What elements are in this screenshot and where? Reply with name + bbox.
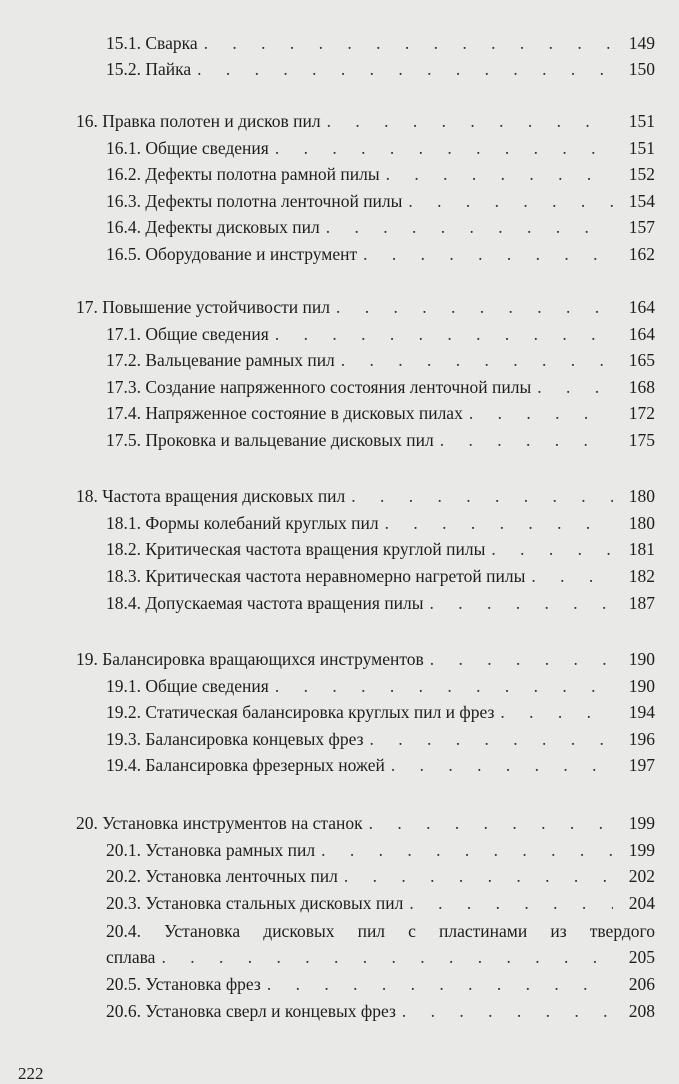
toc-entry-title: 20.2. Установка ленточных пил xyxy=(106,866,338,886)
dot-leader xyxy=(469,400,613,426)
dot-leader xyxy=(430,590,613,616)
dot-leader xyxy=(351,483,613,509)
toc-entry-row xyxy=(106,30,655,56)
dot-leader xyxy=(363,241,613,267)
toc-entry-page: 162 xyxy=(628,244,655,264)
toc-entry-page: 168 xyxy=(628,377,655,397)
toc-entry-title: 17. Повышение устойчивости пил xyxy=(76,297,330,317)
toc-entry-title: 19. Балансировка вращающихся инструментов xyxy=(76,649,424,669)
toc-entry-row xyxy=(106,56,655,82)
toc-entry-page: 181 xyxy=(628,539,655,559)
toc-entry-title: 20.6. Установка сверл и концевых фрез xyxy=(106,1001,396,1021)
toc-entry-row xyxy=(106,161,655,187)
toc-entry-row xyxy=(76,294,655,320)
toc-entry-row xyxy=(76,810,655,836)
toc-entry-page: 194 xyxy=(628,702,655,722)
toc-entry-page: 172 xyxy=(628,403,655,423)
toc-entry-page: 199 xyxy=(628,813,655,833)
dot-leader xyxy=(402,998,613,1024)
toc-entry-row xyxy=(106,241,655,267)
toc-entry-page: 180 xyxy=(628,513,655,533)
toc-entry-title: 16.5. Оборудование и инструмент xyxy=(106,244,358,264)
toc-section-entry xyxy=(0,752,679,778)
toc-entry-title: 15.1. Сварка xyxy=(106,33,198,53)
toc-entry-row xyxy=(106,998,655,1024)
toc-section-entry xyxy=(0,374,679,400)
toc-entry-title: 19.1. Общие сведения xyxy=(106,676,269,696)
toc-entry-title: 19.3. Балансировка концевых фрез xyxy=(106,729,364,749)
toc-section-entry xyxy=(0,241,679,267)
dot-leader xyxy=(275,673,613,699)
toc-entry-title: 20.5. Установка фрез xyxy=(106,974,261,994)
toc-entry-title: 17.1. Общие сведения xyxy=(106,324,269,344)
toc-chapter-entry xyxy=(0,646,679,672)
toc-entry-title: 18. Частота вращения дисковых пил xyxy=(76,486,346,506)
toc-section-entry xyxy=(0,890,679,916)
toc-chapter-entry xyxy=(0,483,679,509)
toc-entry-row xyxy=(106,400,655,426)
toc-section-entry xyxy=(0,971,679,997)
toc-section-entry xyxy=(0,135,679,161)
toc-entry-title: 15.2. Пайка xyxy=(106,59,192,79)
toc-entry-title: сплава xyxy=(106,947,156,967)
toc-entry-row xyxy=(106,536,655,562)
toc-section-entry xyxy=(0,673,679,699)
dot-leader xyxy=(369,726,613,752)
dot-leader xyxy=(341,347,613,373)
toc-entry-row xyxy=(106,374,655,400)
toc-section-entry xyxy=(0,400,679,426)
dot-leader xyxy=(531,563,613,589)
toc-chapter-entry xyxy=(0,294,679,320)
dot-leader xyxy=(327,108,613,134)
toc-entry-title: 18.1. Формы колебаний круглых пил xyxy=(106,513,379,533)
toc-section-entry xyxy=(0,863,679,889)
dot-leader xyxy=(321,837,613,863)
toc-entry-row xyxy=(106,427,655,453)
toc-entry-row xyxy=(106,188,655,214)
dot-leader xyxy=(430,646,613,672)
dot-leader xyxy=(386,161,613,187)
toc-entry-page: 204 xyxy=(628,893,655,913)
toc-entry-row xyxy=(106,321,655,347)
toc-entry-title: 16.1. Общие сведения xyxy=(106,138,269,158)
dot-leader xyxy=(267,971,613,997)
dot-leader xyxy=(409,890,613,916)
toc-entry-title: 20.1. Установка рамных пил xyxy=(106,840,316,860)
toc-section-entry xyxy=(0,347,679,373)
toc-entry-row xyxy=(76,108,655,134)
toc-entry-row xyxy=(106,752,655,778)
toc-entry-row xyxy=(106,699,655,725)
toc-section-entry xyxy=(0,998,679,1024)
toc-section-entry xyxy=(0,510,679,536)
toc-entry-page: 208 xyxy=(628,1001,655,1021)
toc-entry-page: 197 xyxy=(628,755,655,775)
dot-leader xyxy=(391,752,613,778)
toc-entry-page: 190 xyxy=(628,649,655,669)
toc-entry-row xyxy=(76,646,655,672)
toc-entry-title: 18.2. Критическая частота вращения круглой пилы xyxy=(106,539,486,559)
toc-entry-title: 16.2. Дефекты полотна рамной пилы xyxy=(106,164,380,184)
toc-entry-page: 182 xyxy=(628,566,655,586)
toc-entry-page: 157 xyxy=(628,217,655,237)
dot-leader xyxy=(408,188,613,214)
toc-entry-page: 154 xyxy=(628,191,655,211)
dot-leader xyxy=(275,135,613,161)
toc-entry-title: 18.3. Критическая частота неравномерно нагретой пилы xyxy=(106,566,526,586)
toc-section-entry xyxy=(0,944,679,970)
dot-leader xyxy=(440,427,613,453)
dot-leader xyxy=(197,56,613,82)
toc-entry-row xyxy=(106,563,655,589)
toc-entry-row xyxy=(106,944,655,970)
dot-leader xyxy=(537,374,613,400)
toc-entry-page: 164 xyxy=(628,324,655,344)
dot-leader xyxy=(275,321,613,347)
dot-leader xyxy=(344,863,613,889)
toc-section-entry xyxy=(0,30,679,56)
toc-entry-page: 175 xyxy=(628,430,655,450)
page-number: 222 xyxy=(18,1064,44,1083)
toc-entry-page: 151 xyxy=(628,111,655,131)
toc-entry-page: 165 xyxy=(628,350,655,370)
toc-entry-row xyxy=(106,726,655,752)
dot-leader xyxy=(369,810,613,836)
toc-section-entry xyxy=(0,161,679,187)
toc-entry-row xyxy=(106,673,655,699)
toc-section-entry xyxy=(0,563,679,589)
dot-leader xyxy=(336,294,613,320)
toc-entry-wrapped-title: 20.4. Установка дисковых пил с пластинами из твердого xyxy=(106,921,655,941)
toc-entry-row xyxy=(106,971,655,997)
toc-entry-page: 151 xyxy=(628,138,655,158)
dot-leader xyxy=(500,699,613,725)
toc-entry-title: 17.3. Создание напряженного состояния ленточной пилы xyxy=(106,377,532,397)
toc-entry-title: 19.4. Балансировка фрезерных ножей xyxy=(106,755,385,775)
toc-entry-title: 19.2. Статическая балансировка круглых пил и фрез xyxy=(106,702,495,722)
toc-entry-page: 150 xyxy=(628,59,655,79)
dot-leader xyxy=(385,510,613,536)
toc-section-entry xyxy=(0,427,679,453)
toc-entry-title: 17.2. Вальцевание рамных пил xyxy=(106,350,335,370)
toc-section-entry xyxy=(0,536,679,562)
toc-chapter-entry xyxy=(0,108,679,134)
dot-leader xyxy=(204,30,613,56)
toc-section-entry xyxy=(0,56,679,82)
toc-entry-title: 16.3. Дефекты полотна ленточной пилы xyxy=(106,191,403,211)
toc-entry-row xyxy=(106,135,655,161)
toc-entry-page: 190 xyxy=(628,676,655,696)
toc-section-entry xyxy=(0,321,679,347)
dot-leader xyxy=(326,214,613,240)
toc-section-entry xyxy=(0,590,679,616)
toc-entry-row xyxy=(106,347,655,373)
toc-entry-page: 149 xyxy=(628,33,655,53)
toc-entry-title: 17.4. Напряженное состояние в дисковых пилах xyxy=(106,403,463,423)
toc-entry-title: 16.4. Дефекты дисковых пил xyxy=(106,217,320,237)
toc-entry-page: 205 xyxy=(628,947,655,967)
toc-section-entry xyxy=(0,726,679,752)
toc-entry-page: 199 xyxy=(628,840,655,860)
toc-section-entry xyxy=(0,188,679,214)
toc-chapter-entry xyxy=(0,810,679,836)
toc-entry-row xyxy=(106,890,655,916)
dot-leader xyxy=(491,536,613,562)
toc-entry-page: 180 xyxy=(628,486,655,506)
toc-entry-row xyxy=(106,214,655,240)
toc-entry-page: 206 xyxy=(628,974,655,994)
toc-entry-page: 202 xyxy=(628,866,655,886)
toc-entry-row xyxy=(106,837,655,863)
toc-entry-row xyxy=(106,510,655,536)
toc-entry-title: 20.3. Установка стальных дисковых пил xyxy=(106,893,404,913)
toc-entry-title: 18.4. Допускаемая частота вращения пилы xyxy=(106,593,424,613)
toc-entry-row xyxy=(106,863,655,889)
toc-entry-title: 20. Установка инструментов на станок xyxy=(76,813,363,833)
toc-entry-page: 187 xyxy=(628,593,655,613)
toc-entry-title: 16. Правка полотен и дисков пил xyxy=(76,111,321,131)
toc-section-entry xyxy=(0,837,679,863)
dot-leader xyxy=(161,944,613,970)
toc-entry-page: 196 xyxy=(628,729,655,749)
toc-entry-row xyxy=(106,590,655,616)
toc-entry-page: 164 xyxy=(628,297,655,317)
toc-entry-row xyxy=(76,483,655,509)
toc-section-entry xyxy=(0,699,679,725)
toc-entry-page: 152 xyxy=(628,164,655,184)
toc-entry-title: 17.5. Проковка и вальцевание дисковых пил xyxy=(106,430,434,450)
toc-section-entry xyxy=(0,214,679,240)
